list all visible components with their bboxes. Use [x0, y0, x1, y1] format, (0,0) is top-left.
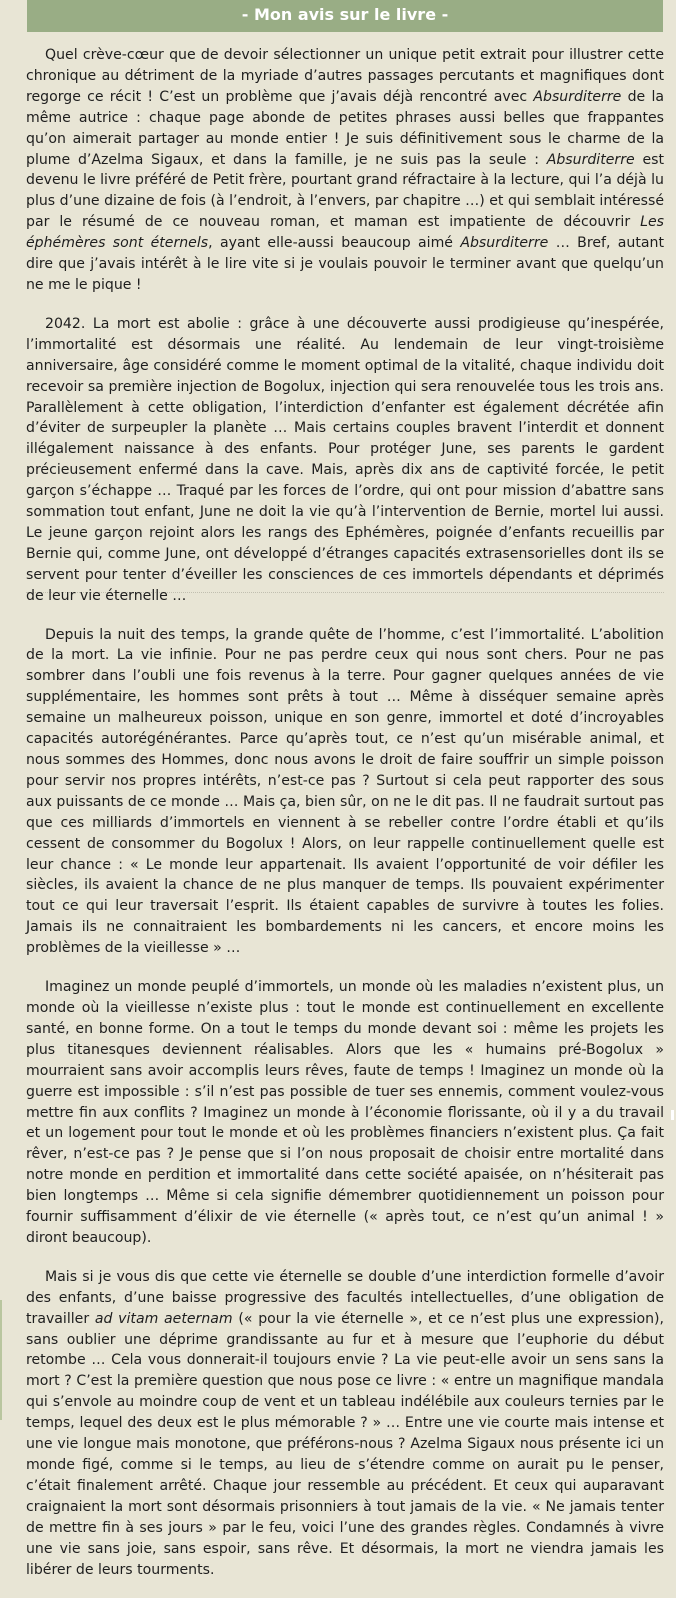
- section-title-banner: [27, 0, 663, 32]
- review-body: [26, 45, 664, 1598]
- paragraph-summary: [26, 314, 664, 607]
- paragraph-text: Mais si je vous dis que cette vie éternelle se double d’une interdiction formelle d’avoir des enfants, d’une baisse progressive des facultés intellectuelles, d’une obligation de travailler: [26, 1268, 664, 1327]
- italic-title-text: ad vitam aeternam: [94, 1310, 233, 1327]
- italic-title-text: Les éphémères sont éternels: [26, 214, 664, 252]
- paragraph-text: … Bref, autant dire que j’avais intérêt à le lire vite si je voulais pouvoir le terminer avant que quelqu’un ne me le pique !: [26, 235, 664, 293]
- paragraph-text: est devenu le livre préféré de Petit frère, pourtant grand réfractaire à la lecture, qui l’a déjà lu plus d’une dizaine de fois (à l’endroit, à l’envers, par chapitre …) et qui semblait intéressé par le résumé de ce nouveau roman, et maman est impatiente de découvrir: [26, 151, 664, 231]
- right-edge-mark: [671, 1110, 674, 1120]
- italic-title-text: Absurditerre: [546, 151, 635, 168]
- paragraph-text: 2042. La mort est abolie : grâce à une découverte aussi prodigieuse qu’inespérée, l’immortalité est désormais une réalité. Au lendemain de leur vingt-troisième anniversaire, âge considéré comme le moment optimal de la vitalité, chaque individu doit recevoir sa première injection de Bogolux, injection qui sera renouvelée tous les trois ans. Parallèlement à cette obligation, l’interdiction d’enfanter est également décrétée afin d’éviter de surpeupler la planète … Mais certains couples bravent l’interdit et donnent illégalement naissance à des enfants. Pour protéger June, ses parents le gardent précieusement enfermé dans la cave. Mais, après dix ans de captivité forcée, le petit garçon s’échappe … Traqué par les forces de l’ordre, qui ont pour mission d’abattre sans sommation tout enfant, June ne doit la vie qu’à l’intervention de Bernie, mortel lui aussi. Le jeune garçon rejoint alors les rangs des Ephémères, poignée d’enfants recueillis par Bernie qui, comme June, ont développé d’étranges capacités extrasensorielles dont ils se servent pour tenter d’éveiller les consciences de ces immortels dépendants et déprimés de leur vie éternelle …: [26, 315, 664, 604]
- paragraph-text: , ayant elle-aussi beaucoup aimé: [208, 235, 461, 252]
- left-edge-bar: [0, 1300, 2, 1420]
- paragraph-conclusion: [26, 1267, 664, 1581]
- italic-title-text: Absurditerre: [460, 235, 549, 252]
- section-title: - Mon avis sur le livre -: [241, 5, 449, 24]
- paragraph-text: de la même autrice : chaque page abonde de petites phrases aussi belles que frappantes qu’on aimerait partager au monde entier ! Je suis définitivement sous le charme de la plume d’Azelma Sigaux, et dans la famille, je ne suis pas la seule :: [26, 88, 664, 168]
- paragraph-text: Quel crève-cœur que de devoir sélectionner un unique petit extrait pour illustrer cette chronique au détriment de la myriade d’autres passages percutants et magnifiques dont regorge ce récit ! C’est un problème que j’avais déjà rencontré avec: [26, 47, 664, 105]
- paragraph-imagine: [26, 977, 664, 1249]
- paragraph-intro: [26, 45, 664, 296]
- italic-title-text: Absurditerre: [533, 88, 622, 105]
- paragraph-text: Imaginez un monde peuplé d’immortels, un monde où les maladies n’existent plus, un monde où la vieillesse n’existe plus : tout le monde est continuellement en excellente santé, en bonne forme. On a tout le temps du monde devant soi : même les projets les plus titanesques deviennent réalisables. Alors que les « humains pré-Bogolux » mourraient sans avoir accomplis leurs rêves, faute de temps ! Imaginez un monde où la guerre est impossible : s’il n’est pas possible de tuer ses ennemis, comment voulez-vous mettre fin aux conflits ? Imaginez un monde à l’économie florissante, où il y a du travail et un logement pour tout le monde et où les problèmes financiers n’existent plus. Ça fait rêver, n’est-ce pas ? Je pense que si l’on nous proposait de choisir entre mortalité dans notre monde en perdition et immortalité dans cette société apaisée, on n’hésiterait pas bien longtemps … Même si cela signifie démembrer quotidiennement un poisson pour fournir suffisamment d’élixir de vie éternelle (« après tout, ce n’est qu’un animal ! » diront beaucoup).: [26, 979, 664, 1246]
- paragraph-immortality: [26, 625, 664, 960]
- paragraph-text: (« pour la vie éternelle », et ce n’est plus une expression), sans oublier une déprime grandissante au fur et à mesure que l’euphorie du début retombe … Cela vous donnerait-il toujours envie ? La vie peut-elle avoir un sens sans la mort ? C’est la première question que nous pose ce livre : « entre un magnifique mandala qui s’envole au moindre coup de vent et un tableau indélébile aux couleurs ternies par le temps, lequel des deux est le plus mémorable ? » … Entre une vie courte mais intense et une vie longue mais monotone, que préférons-nous ? Azelma Sigaux nous présente ici un monde figé, comme si le temps, au lieu de s’étendre comme on aurait pu le penser, c’était finalement arrêté. Chaque jour ressemble au précédent. Et ceux qui auparavant craignaient la mort sont désormais prisonniers à tout jamais de la vie. « Ne jamais tenter de mettre fin à ses jours » par le feu, voici l’une des grandes règles. Condamnés à vivre une vie sans joie, sans espoir, sans rêve. Et désormais, la mort ne viendra jamais les libérer de leurs tourments.: [26, 1310, 664, 1578]
- paragraph-text: Depuis la nuit des temps, la grande quête de l’homme, c’est l’immortalité. L’abolition de la mort. La vie infinie. Pour ne pas perdre ceux qui nous sont chers. Pour ne pas sombrer dans l’oubli une fois revenus à la terre. Pour gagner quelques années de vie supplémentaire, les hommes sont prêts à tout … Même à disséquer semaine après semaine un malheureux poisson, unique en son genre, immortel et doté d’incroyables capacités autorégénérantes. Parce qu’après tout, ce n’est qu’un misérable animal, et nous sommes des Hommes, donc nous avons le droit de faire souffrir un simple poisson pour servir nos propres intérêts, n’est-ce pas ? Surtout si cela peut rapporter des sous aux puissants de ce monde … Mais ça, bien sûr, on ne le dit pas. Il ne faudrait surtout pas que ces milliards d’immortels en viennent à se rebeller contre l’ordre établi et qu’ils cessent de consommer du Bogolux ! Alors, on leur rappelle continuellement quelle est leur chance : « Le monde leur appartenait. Ils avaient l’opportunité de voir défiler les siècles, ils avaient la chance de ne plus manquer de temps. Ils pouvaient expérimenter tout ce qui leur traversait l’esprit. Ils étaient capables de survivre à toutes les folies. Jamais ils ne connaitraient les bombardements ni les cancers, et encore moins les problèmes de la vieillesse » …: [26, 626, 664, 957]
